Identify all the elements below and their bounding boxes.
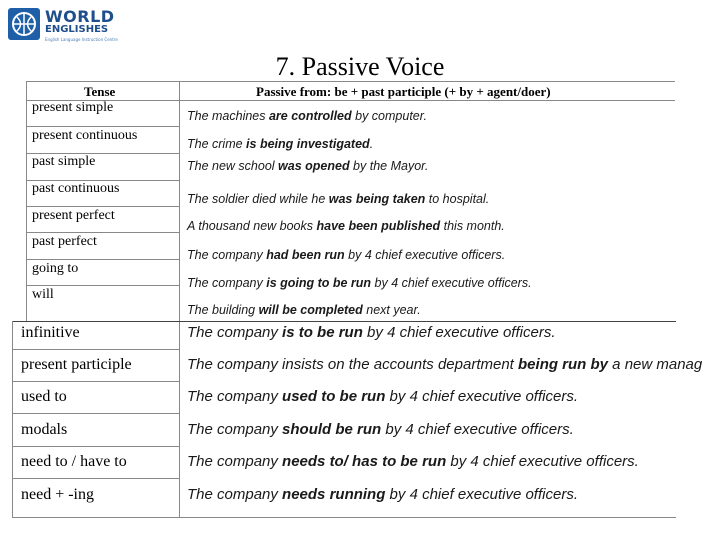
- example-cell: The company is going to be run by 4 chief executive officers.: [187, 276, 532, 290]
- lower-table-border-bottom: [12, 517, 676, 518]
- header-tense: Tense: [84, 84, 116, 99]
- tense-cell: will: [32, 287, 54, 302]
- tense-cell: past perfect: [32, 234, 97, 249]
- tense-cell: modals: [21, 421, 68, 438]
- logo-text-world: WORLD: [45, 7, 115, 26]
- table-border-top: [26, 81, 675, 82]
- row-divider: [26, 232, 179, 233]
- header-passive-form: Passive from: be + past participle (+ by + agent/doer): [256, 84, 551, 99]
- globe-icon: [8, 8, 40, 40]
- lower-table-border-left: [12, 321, 13, 517]
- page-title: 7. Passive Voice: [275, 52, 445, 81]
- tense-cell: infinitive: [21, 324, 80, 341]
- example-cell: The soldier died while he was being taken to hospital.: [187, 192, 490, 206]
- tense-cell: present simple: [32, 100, 114, 115]
- row-divider: [12, 413, 179, 414]
- tense-cell: need to / have to: [21, 453, 127, 470]
- row-divider: [12, 478, 179, 479]
- table-header-divider: [26, 100, 675, 101]
- example-cell: The company needs to/ has to be run by 4 chief executive officers.: [187, 453, 639, 470]
- tense-cell: need + -ing: [21, 486, 94, 503]
- row-divider: [26, 259, 179, 260]
- example-cell: The new school was opened by the Mayor.: [187, 159, 429, 173]
- world-englishes-logo: [8, 6, 148, 46]
- example-cell: The company had been run by 4 chief executive officers.: [187, 248, 506, 262]
- example-cell: The company insists on the accounts department being run by a new manag: [187, 356, 703, 373]
- row-divider: [26, 285, 179, 286]
- logo-text-englishes: ENGLISHES: [45, 24, 109, 35]
- example-cell: The building will be completed next year.: [187, 303, 421, 317]
- row-divider: [12, 349, 179, 350]
- tense-cell: present continuous: [32, 128, 138, 143]
- example-cell: The company should be run by 4 chief executive officers.: [187, 421, 574, 438]
- example-cell: The crime is being investigated.: [187, 137, 374, 151]
- example-cell: A thousand new books have been published this month.: [187, 219, 505, 233]
- tense-cell: present participle: [21, 356, 132, 373]
- table-column-divider: [179, 81, 180, 518]
- logo-tagline: English Language Instruction Centre: [45, 37, 118, 42]
- tense-cell: going to: [32, 261, 79, 276]
- row-divider: [12, 446, 179, 447]
- tense-cell: past simple: [32, 154, 96, 169]
- example-cell: The machines are controlled by computer.: [187, 109, 427, 123]
- example-cell: The company needs running by 4 chief executive officers.: [187, 486, 578, 503]
- row-divider: [26, 126, 179, 127]
- tense-cell: present perfect: [32, 208, 115, 223]
- example-cell: The company used to be run by 4 chief executive officers.: [187, 388, 578, 405]
- tense-cell: used to: [21, 388, 67, 405]
- tense-cell: past continuous: [32, 181, 120, 196]
- lower-table-border-top: [12, 321, 676, 322]
- example-cell: The company is to be run by 4 chief executive officers.: [187, 324, 556, 341]
- row-divider: [26, 206, 179, 207]
- row-divider: [12, 381, 179, 382]
